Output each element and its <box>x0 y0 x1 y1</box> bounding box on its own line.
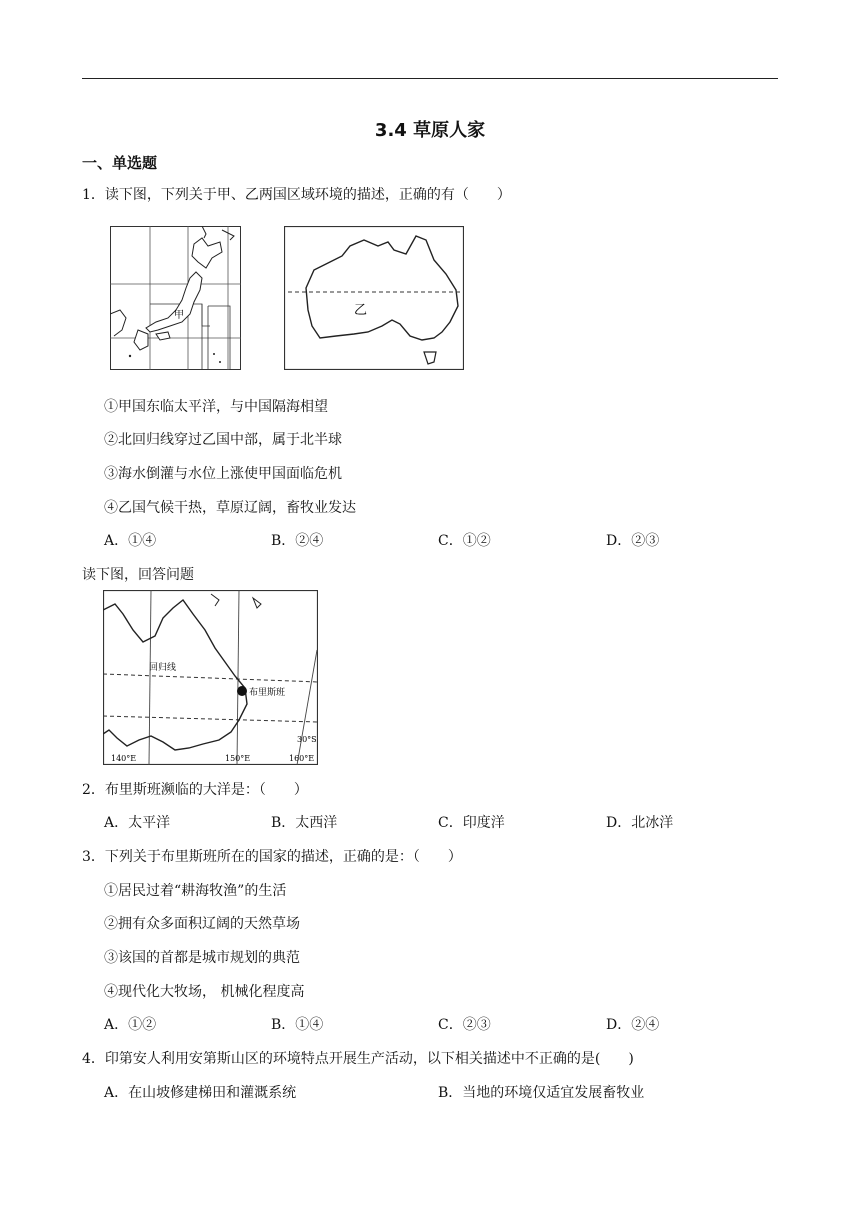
brisbane-map <box>103 590 318 765</box>
q3-statement: ④现代化大牧场， 机械化程度高 <box>104 984 305 1000</box>
q4-option-a[interactable]: A．在山坡修建梯田和灌溉系统 <box>104 1085 297 1101</box>
q1-option-a[interactable]: A．①④ <box>104 533 157 549</box>
header-rule <box>82 78 778 79</box>
tropic-label: 回归线 <box>149 663 177 673</box>
q3-option-d[interactable]: D．②④ <box>606 1017 660 1033</box>
q4-stem: 4．印第安人利用安第斯山区的环境特点开展生产活动，以下相关描述中不正确的是( ) <box>82 1051 634 1067</box>
q2-option-b[interactable]: B．太西洋 <box>271 815 338 831</box>
q2-option-a[interactable]: A．太平洋 <box>104 815 171 831</box>
q2-option-c[interactable]: C．印度洋 <box>438 815 505 831</box>
q1-stem: 1．读下图，下列关于甲、乙两国区域环境的描述，正确的有（ ） <box>82 187 511 203</box>
q3-statement: ①居民过着“耕海牧渔”的生活 <box>104 883 287 899</box>
q1-statement: ①甲国东临太平洋，与中国隔海相望 <box>104 399 328 415</box>
q1-statement: ④乙国气候干热，草原辽阔，畜牧业发达 <box>104 500 356 516</box>
q1-option-d[interactable]: D．②③ <box>606 533 660 549</box>
q2-stem: 2．布里斯班濒临的大洋是：（ ） <box>82 782 308 798</box>
japan-label: 甲 <box>174 310 184 321</box>
q3-option-c[interactable]: C．②③ <box>438 1017 491 1033</box>
australia-label: 乙 <box>354 303 368 318</box>
q1-option-b[interactable]: B．②④ <box>271 533 324 549</box>
q3-option-a[interactable]: A．①② <box>104 1017 157 1033</box>
brisbane-label: 布里斯班 <box>249 688 286 698</box>
section-heading: 一、单选题 <box>82 154 158 172</box>
reading-prompt: 读下图，回答问题 <box>82 567 194 583</box>
page-title: 3.4 草原人家 <box>374 120 486 141</box>
q1-statement: ②北回归线穿过乙国中部，属于北半球 <box>104 432 342 448</box>
lon-label-150: 150°E <box>225 754 251 763</box>
q2-option-d[interactable]: D．北冰洋 <box>606 815 674 831</box>
q4-option-b[interactable]: B．当地的环境仅适宜发展畜牧业 <box>438 1085 645 1101</box>
q3-statement: ③该国的首都是城市规划的典范 <box>104 950 300 966</box>
lon-label-140: 140°E <box>111 754 137 763</box>
q3-option-b[interactable]: B．①④ <box>271 1017 324 1033</box>
japan-map <box>110 226 241 370</box>
australia-map <box>284 226 464 370</box>
q1-statement: ③海水倒灌与水位上涨使甲国面临危机 <box>104 466 342 482</box>
q3-stem: 3．下列关于布里斯班所在的国家的描述，正确的是：（ ） <box>82 849 462 865</box>
lon-label-160: 160°E <box>289 754 315 763</box>
q3-statement: ②拥有众多面积辽阔的天然草场 <box>104 916 300 932</box>
lat-label: 30°S <box>297 735 317 744</box>
q1-option-c[interactable]: C．①② <box>438 533 491 549</box>
